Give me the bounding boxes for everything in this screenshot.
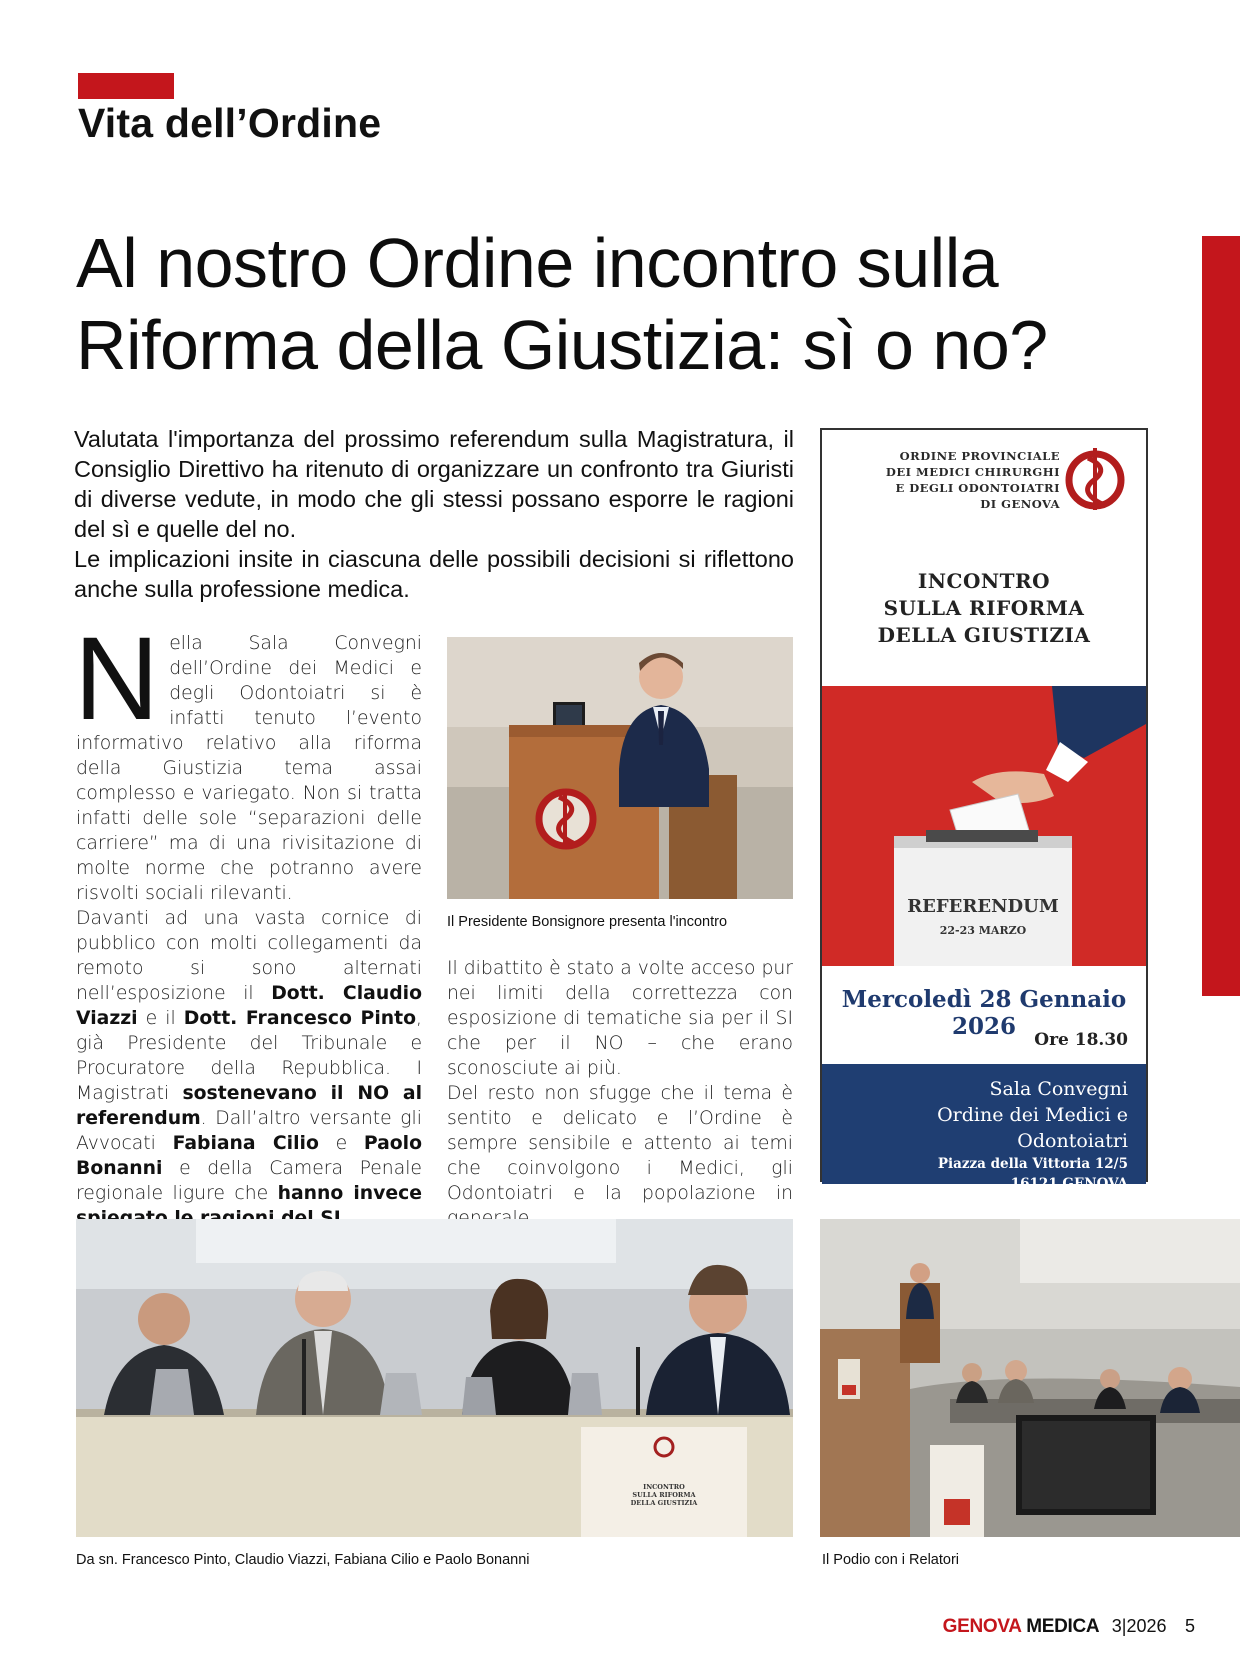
photo-podium bbox=[820, 1219, 1240, 1537]
footer-brand-genova: GENOVA bbox=[942, 1616, 1022, 1637]
poster-venue-line-2: Ordine dei Medici e Odontoiatri bbox=[937, 1104, 1128, 1152]
poster-title-line-1: INCONTRO bbox=[917, 569, 1051, 593]
poster-org-line-4: DI GENOVA bbox=[980, 497, 1060, 511]
drop-cap: N bbox=[74, 613, 160, 745]
poster-venue bbox=[822, 1076, 1128, 1194]
body-paragraph-1-text: ella Sala Convegni dell’Ordine dei Medici e degli Odontoiatri si è infatti tenuto l’evento informativo relativo alla riforma della Giustizia tema assai complesso e variegato. Non si tratta infatti delle sole “separazioni delle carriere” ma di una rivisitazione di molte norme che potranno avere risvolti sociali rilevanti. bbox=[76, 633, 422, 904]
event-poster bbox=[820, 428, 1148, 1192]
intro-paragraph-1: Valutata l'importanza del prossimo referendum sulla Magistratura, il Consiglio Direttivo ha ritenuto di organizzare un confronto tra Giuristi di diverse vedute, in modo che gli stessi possano esporre le ragioni del sì e quelle del no. bbox=[74, 426, 794, 542]
table-card-line-2: SULLA RIFORMA bbox=[632, 1491, 696, 1499]
poster-title-line-3: DELLA GIUSTIZIA bbox=[877, 623, 1091, 647]
poster-organization bbox=[840, 448, 1060, 512]
speaker-name-cilio: Fabiana Cilio bbox=[172, 1133, 319, 1154]
body-paragraph-4: Del resto non sfugge che il tema è sentito e delicato e l’Ordine è sempre sensibile e attento ai temi che coinvolgono i Medici, gli Odontoiatri e la popolazione in bbox=[447, 1083, 793, 1204]
body-paragraph-3: Il dibattito è stato a volte acceso pur nei limiti della correttezza con esposizione di tematiche sia per il SI che per il NO – che erano sconosciute ai più. bbox=[447, 958, 793, 1079]
poster-title-line-2: SULLA RIFORMA bbox=[883, 596, 1085, 620]
p2-text-f: e della Camera Penale regionale ligure che bbox=[76, 1158, 422, 1204]
p2-emphasis-si: hanno invece bbox=[277, 1183, 423, 1204]
ballot-label: REFERENDUM bbox=[907, 896, 1059, 917]
section-title: Vita dell’Ordine bbox=[78, 100, 382, 146]
body-column-2 bbox=[447, 956, 793, 1231]
table-card-text bbox=[581, 1483, 747, 1507]
poster-org-line-2: DEI MEDICI CHIRURGHI bbox=[885, 465, 1060, 479]
speaker-name-bonanni: Paolo Bonanni bbox=[76, 1133, 423, 1179]
poster-event-time: Ore 18.30 bbox=[1034, 1030, 1128, 1050]
p2-text-c: , già Presidente del Tribunale e Procuratore della Repubblica. I Magistrati bbox=[76, 1008, 422, 1104]
poster-title bbox=[822, 568, 1146, 649]
p2-emphasis-no: sostenevano il NO al referendum bbox=[76, 1083, 423, 1129]
section-accent-bar bbox=[78, 73, 174, 99]
table-card-line-1: INCONTRO bbox=[643, 1483, 685, 1491]
body-paragraph-2 bbox=[76, 906, 422, 1231]
article-intro bbox=[74, 424, 794, 604]
photo-president bbox=[447, 637, 793, 899]
poster-address-line-1: Piazza della Vittoria 12/5 bbox=[937, 1156, 1128, 1172]
footer-page-number: 5 bbox=[1184, 1616, 1195, 1636]
caption-podium: Il Podio con i Relatori bbox=[822, 1552, 960, 1568]
poster-address-line-2: 16121 GENOVA bbox=[1010, 1176, 1128, 1192]
ballot-dates: 22-23 MARZO bbox=[939, 924, 1027, 937]
photo-speakers-panel bbox=[76, 1219, 793, 1537]
poster-org-line-3: E DEGLI ODONTOIATRI bbox=[895, 481, 1060, 495]
speaker-name-pinto: Dott. Francesco Pinto bbox=[183, 1008, 417, 1029]
page-footer bbox=[943, 1616, 1195, 1638]
speaker-name-viazzi: Dott. Claudio Viazzi bbox=[76, 983, 422, 1029]
body-column-1 bbox=[74, 613, 423, 1231]
photo-podium-illustration bbox=[820, 1219, 1240, 1537]
p2-text-e: e bbox=[318, 1133, 364, 1154]
intro-paragraph-2: Le implicazioni insite in ciascuna delle possibili decisioni si riflettono anche sulla professione medica. bbox=[74, 546, 794, 602]
order-logo-icon bbox=[1062, 436, 1132, 516]
poster-org-line-1: ORDINE PROVINCIALE bbox=[899, 449, 1060, 463]
p2-text-b: e il bbox=[137, 1008, 184, 1029]
headline-line-2: Riforma della Giustizia: sì o no? bbox=[76, 306, 1048, 384]
poster-venue-line-1: Sala Convegni bbox=[989, 1078, 1128, 1100]
caption-speakers-panel: Da sn. Francesco Pinto, Claudio Viazzi, Fabiana Cilio e Paolo Bonanni bbox=[76, 1552, 530, 1568]
caption-president: Il Presidente Bonsignore presenta l'incontro bbox=[447, 914, 728, 930]
footer-issue: 3|2026 bbox=[1111, 1616, 1167, 1636]
p2-text-a: Davanti ad una vasta cornice di pubblico con molti collegamenti da remoto si sono alternati nell’esposizione il bbox=[76, 908, 422, 1004]
poster-ballot-illustration bbox=[822, 686, 1146, 966]
p2-text-d: . Dall’altro versante gli Avvocati bbox=[76, 1108, 422, 1154]
article-headline bbox=[76, 222, 1186, 386]
table-card-line-3: DELLA GIUSTIZIA bbox=[630, 1499, 698, 1507]
footer-brand-medica: MEDICA bbox=[1026, 1616, 1100, 1637]
headline-line-1: Al nostro Ordine incontro sulla bbox=[76, 224, 999, 302]
photo-president-illustration bbox=[447, 637, 793, 899]
side-tab-marker bbox=[1202, 236, 1240, 996]
poster-event-date: Mercoledì 28 Gennaio 2026 bbox=[841, 986, 1127, 1040]
